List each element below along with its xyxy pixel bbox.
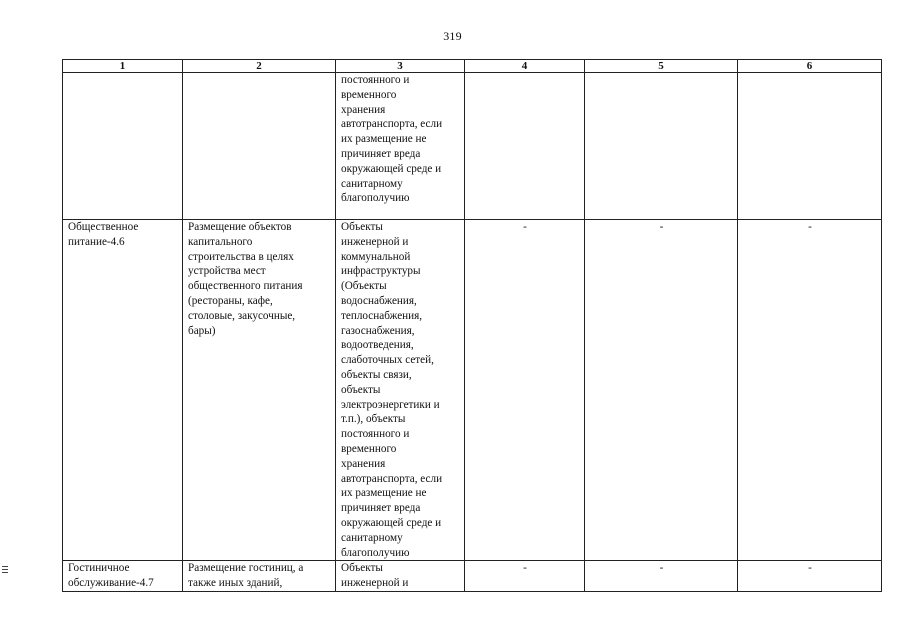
cell-col5 [585, 73, 738, 220]
cell-col4 [465, 73, 585, 220]
column-header-6: 6 [738, 60, 882, 73]
cell-permitted-objects: постоянного и временного хранения автотранспорта, если их размещение не причиняет вреда окружающей среде и санитарному благополучию [336, 73, 465, 220]
cell-col5: - [585, 220, 738, 561]
table-row-continuation [63, 73, 882, 220]
column-header-4: 4 [465, 60, 585, 73]
column-header-5: 5 [585, 60, 738, 73]
table-row-public-catering [63, 220, 882, 561]
cell-col6: - [738, 220, 882, 561]
cell-description: Размещение гостиниц, а также иных зданий, [183, 561, 336, 592]
land-use-table [62, 59, 882, 592]
cell-land-use-type [63, 73, 183, 220]
column-header-3: 3 [336, 60, 465, 73]
cell-col6 [738, 73, 882, 220]
cell-col4: - [465, 561, 585, 592]
column-header-1: 1 [63, 60, 183, 73]
table-row-hotel-service [63, 561, 882, 592]
margin-mark-icon [2, 566, 8, 575]
table-header-row [63, 60, 882, 73]
cell-description: Размещение объектов капитального строительства в целях устройства мест общественного питания (рестораны, кафе, столовые, закусочные, бары) [183, 220, 336, 561]
cell-permitted-objects: Объекты инженерной и коммунальной инфраструктуры (Объекты водоснабжения, теплоснабжения, газоснабжения, водоотведения, слаботочных сетей, объекты связи, объекты электроэнергетики и т.п.), объекты постоянного и временного хранения автотранспорта, если их размещение не причиняет вреда окружающей среде и санитарному благополучию [336, 220, 465, 561]
cell-land-use-type: Гостиничное обслуживание-4.7 [63, 561, 183, 592]
cell-description [183, 73, 336, 220]
cell-col4: - [465, 220, 585, 561]
cell-col6: - [738, 561, 882, 592]
cell-col5: - [585, 561, 738, 592]
column-header-2: 2 [183, 60, 336, 73]
cell-permitted-objects: Объекты инженерной и [336, 561, 465, 592]
page-number: 319 [443, 29, 462, 43]
cell-land-use-type: Общественное питание-4.6 [63, 220, 183, 561]
